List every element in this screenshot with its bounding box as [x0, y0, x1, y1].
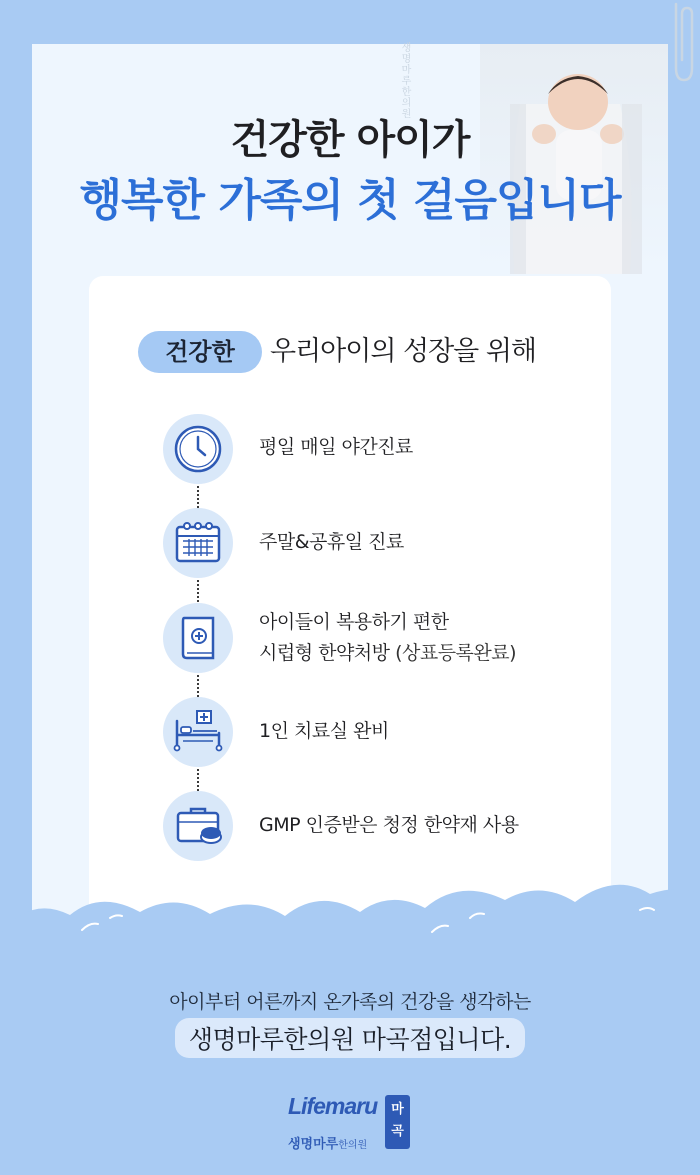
clock-icon: [163, 414, 233, 484]
vertical-watermark: 생명마루한의원: [399, 42, 410, 119]
feature-label-main: 시럽형 한약처방: [259, 642, 390, 664]
bottom-line2-wrap: [0, 1018, 700, 1058]
logo-wordmark: Lifemaru: [288, 1093, 378, 1119]
feature-label-2: [259, 638, 516, 669]
branch-char-2: 곡: [391, 1124, 404, 1139]
feature-item: [259, 432, 413, 463]
bottom-line1: 아이부터 어른까지 온가족의 건강을 생각하는: [169, 991, 531, 1013]
logo-korean-name: 생명마루: [288, 1137, 339, 1152]
connector-dots: [197, 675, 201, 697]
logo-korean: [288, 1133, 367, 1152]
medicine-book-icon: [163, 603, 233, 673]
bottom-line2: 생명마루한의원 마곡점입니다.: [175, 1018, 525, 1058]
feature-label: 1인 치료실 완비: [259, 720, 389, 742]
headline-line2: 행복한 가족의 첫 걸음입니다: [79, 175, 621, 226]
feature-label: 평일 매일 야간진료: [259, 436, 413, 458]
calendar-icon: [163, 508, 233, 578]
feature-label: 주말&공휴일 진료: [259, 531, 404, 553]
connector-dots: [197, 580, 201, 602]
feature-label: GMP 인증받은 청정 한약재 사용: [259, 814, 519, 836]
hospital-bed-icon: [163, 697, 233, 767]
branch-badge: [385, 1095, 410, 1149]
feature-item: [259, 607, 516, 669]
healthy-pill: 건강한: [138, 331, 262, 373]
branch-char-1: 마: [391, 1102, 404, 1117]
feature-item: [259, 527, 404, 558]
trademark-note: (상표등록완료): [395, 642, 517, 664]
card-subtitle: 우리아이의 성장을 위해: [270, 336, 536, 367]
logo-korean-suffix: 한의원: [338, 1140, 368, 1151]
medicine-bag-icon: [163, 791, 233, 861]
feature-item: [259, 810, 519, 841]
connector-dots: [197, 486, 201, 508]
headline-line1: 건강한 아이가: [230, 117, 470, 163]
feature-label: 아이들이 복용하기 편한: [259, 611, 449, 633]
feature-item: [259, 716, 389, 747]
connector-dots: [197, 769, 201, 791]
paper-clip-icon: [668, 0, 696, 84]
